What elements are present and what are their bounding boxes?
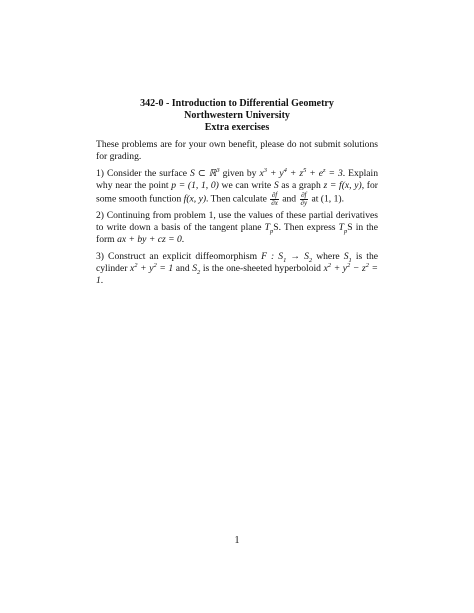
problem-1: 1) Consider the surface S ⊂ ℝ$^3$ given by $x^3 + y^4 + z^5 + e^z = 3$. Explain why near the point p = (1, 1, 0) we can write S as a graph z = f(x, y), for some smooth function f(x, y). Then calculate $\frac{\partial f}{\partial x}$ and $\frac{\partial f}{\partial y}$ at (1, 1).	[96, 166, 378, 207]
cylinder-equation: $x^2 + y^2 = 1$	[130, 261, 174, 274]
document-subtitle: Extra exercises	[204, 122, 270, 133]
course-title: 342-0 - Introduction to Differential Geometry	[140, 98, 334, 109]
plane-form: ax + by + cz = 0	[117, 234, 182, 245]
tangent-plane-symbol: $T_p$	[264, 222, 274, 235]
problem-3: 3) Construct an explicit diffeomorphism F : $S_1 \to S_2$ where $S_1$ is the cylinder $x^2 + y^2 = 1$ and $S_2$ is the one-sheeted hyperboloid $x^2 + y^2 - z^2 = 1$.	[96, 251, 379, 286]
surface-symbol: S ⊂ ℝ$^3$	[189, 166, 220, 179]
problem-2: 2) Continuing from problem 1, use the values of these partial derivatives to write down a basis of the tangent plane $T_pS$. Then express $T_pS$ in the form ax + by + cz = 0.	[96, 210, 378, 245]
intro-paragraph: These problems are for your own benefit, please do not submit solutions for grading.	[96, 139, 378, 162]
document-header	[96, 98, 378, 134]
partial-f-y: $\frac{\partial f}{\partial y}$	[300, 191, 308, 207]
hyperboloid-equation: $x^2 + y^2 - z^2 = 1$	[96, 261, 379, 286]
graph-equation: z = f(x, y)	[323, 180, 362, 191]
partial-f-x: $\frac{\partial f}{\partial x}$	[271, 191, 278, 207]
point-p: p = (1, 1, 0)	[171, 180, 219, 191]
surface-equation: $x^3 + y^4 + z^5 + e^z = 3$	[259, 166, 343, 179]
page-number: 1	[234, 535, 240, 546]
function-f: f(x, y)	[183, 193, 207, 205]
diffeomorphism-map: F : $S_1 \to S_2$	[261, 251, 313, 264]
university-name: Northwestern University	[184, 110, 290, 121]
